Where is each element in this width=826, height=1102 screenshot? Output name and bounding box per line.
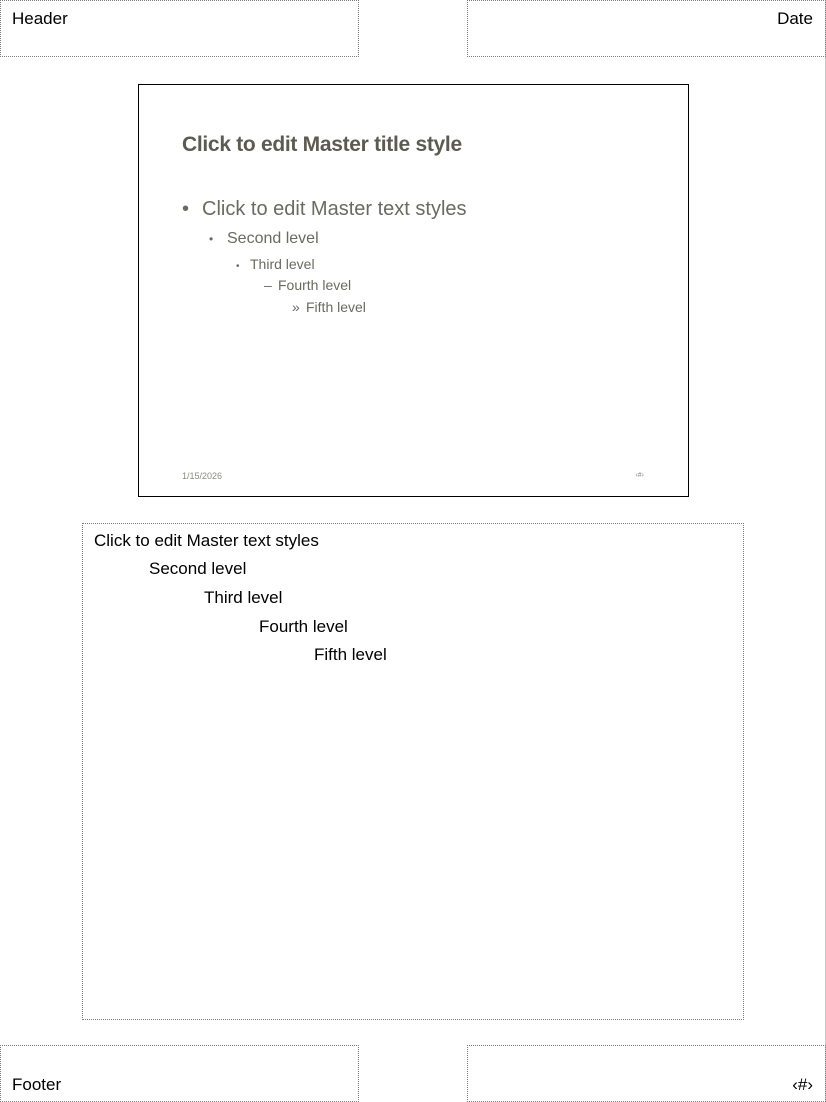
notes-level-4: Fourth level [259, 617, 348, 636]
footer-placeholder[interactable] [0, 1045, 359, 1102]
slide-text-level-1-label: Click to edit Master text styles [202, 198, 467, 220]
page-number-placeholder[interactable] [467, 1045, 826, 1102]
slide-text-level-3 [236, 256, 315, 272]
slide-thumbnail[interactable] [138, 84, 689, 497]
slide-number: ‹#› [635, 472, 644, 479]
slide-title: Click to edit Master title style [182, 133, 462, 156]
slide-text-level-5 [292, 299, 366, 315]
slide-text-level-1 [182, 198, 467, 221]
slide-text-level-5-label: Fifth level [306, 299, 366, 315]
slide-text-level-2 [209, 230, 319, 248]
notes-level-1: Click to edit Master text styles [94, 531, 319, 550]
slide-date: 1/15/2026 [182, 471, 223, 481]
bullet-icon: • [182, 198, 190, 220]
double-chevron-icon: » [292, 299, 300, 315]
slide-text-level-4 [264, 277, 351, 293]
date-placeholder[interactable] [467, 0, 826, 57]
bullet-icon: • [236, 261, 240, 272]
footer-label: Footer [12, 1075, 62, 1094]
bullet-icon: • [209, 232, 214, 246]
notes-level-3: Third level [204, 588, 283, 607]
notes-level-5: Fifth level [314, 645, 387, 664]
slide-text-level-4-label: Fourth level [278, 277, 352, 293]
dash-icon: – [264, 277, 272, 293]
slide-text-level-3-label: Third level [250, 256, 315, 272]
header-label: Header [12, 9, 68, 28]
page-number-label: ‹#› [792, 1075, 813, 1094]
notes-placeholder[interactable] [82, 523, 744, 1020]
slide-text-level-2-label: Second level [227, 230, 319, 247]
date-label: Date [777, 9, 813, 28]
header-placeholder[interactable] [0, 0, 359, 57]
notes-level-2: Second level [149, 559, 247, 578]
